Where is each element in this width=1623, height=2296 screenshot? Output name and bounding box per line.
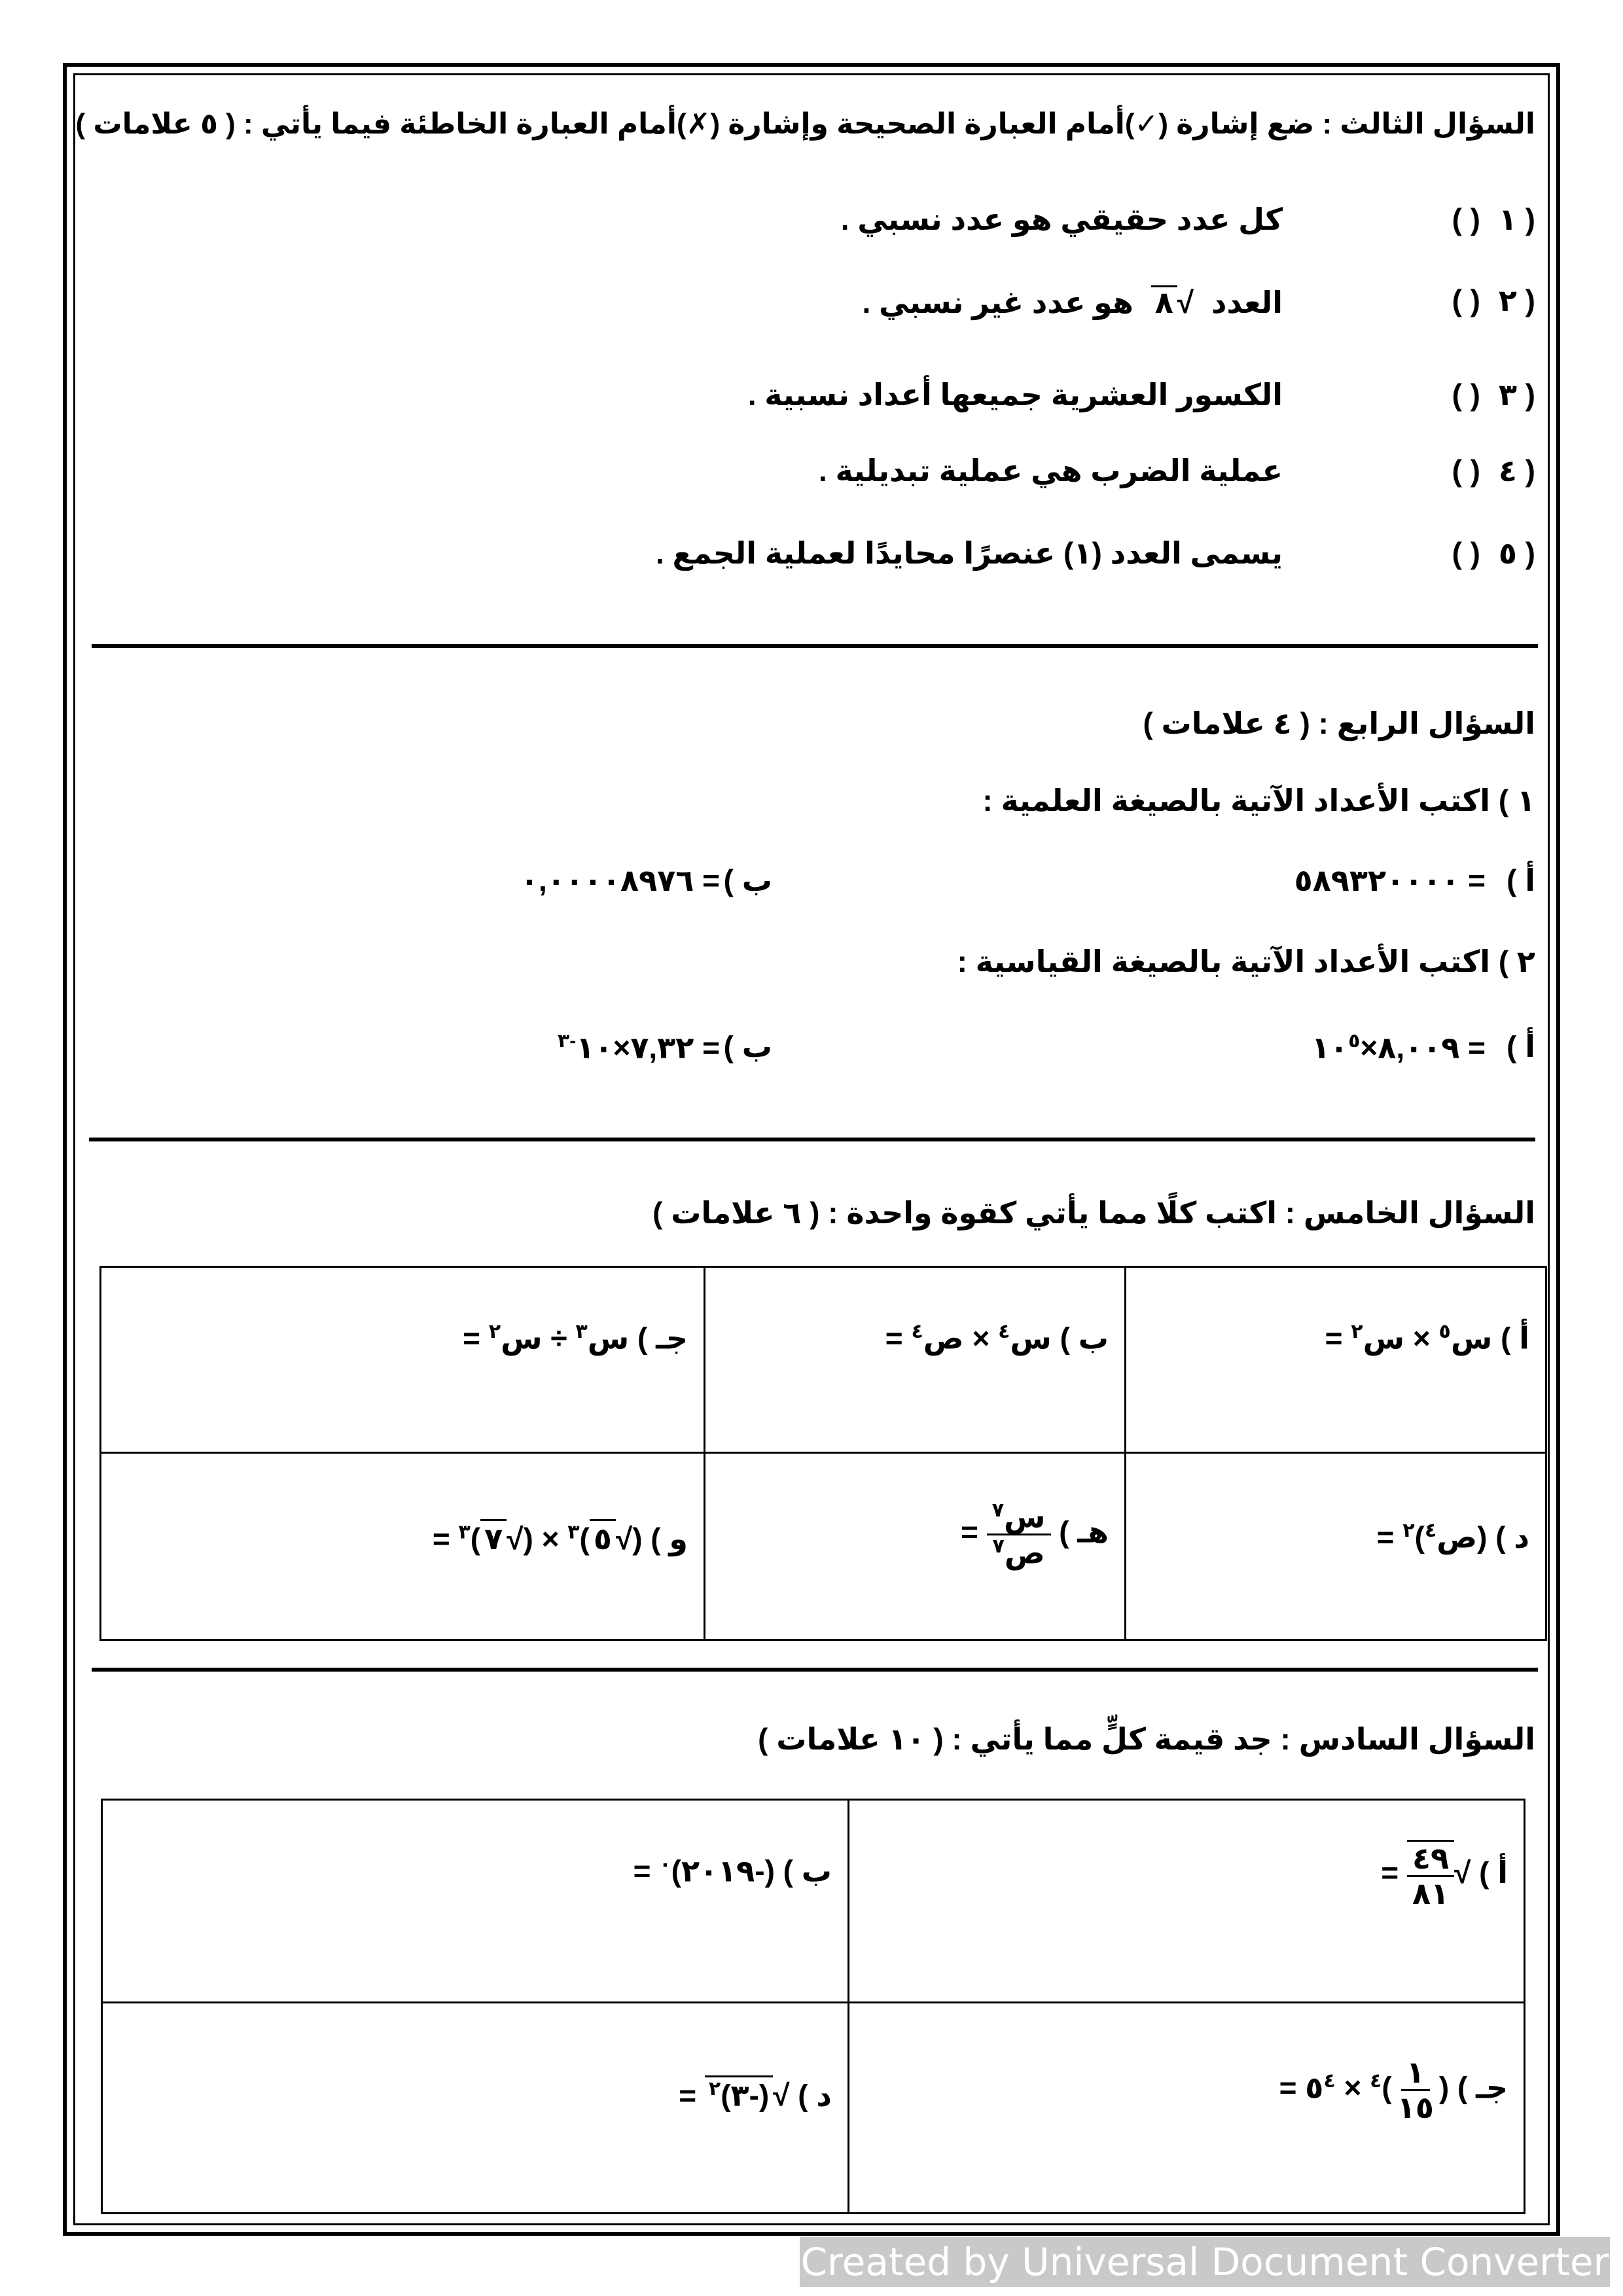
q3-item-number: ٣ )	[1498, 378, 1535, 412]
q3-item-number: ٥ )	[1498, 536, 1535, 570]
base: (-٣)	[721, 2078, 770, 2113]
q6-label: د )	[798, 2078, 832, 2113]
sqrt-radical: √٥	[590, 1522, 632, 1556]
q3-statement: يسمى العدد (١) عنصرًا محايدًا لعملية الجمع .	[655, 536, 1283, 570]
operator: ×	[1344, 2070, 1362, 2105]
q6-cell-c[interactable]: جـ ) ( $\frac{١}{١٥}$ )$^٤ \times ٥^٤$ =	[849, 2003, 1525, 2214]
operator: ÷	[550, 1321, 567, 1355]
watermark-banner: Created by Universal Document Converter	[800, 2237, 1610, 2287]
exponent: ٠	[659, 1854, 671, 1875]
q4-p1b-number: ٠,٠٠٠٠٨٩٧٦ =	[520, 863, 720, 897]
base: س	[1004, 1499, 1046, 1534]
exponent: -٣	[557, 1030, 577, 1052]
exponent: ٢	[488, 1321, 501, 1342]
equals-sign: =	[1381, 1855, 1399, 1890]
denominator: ٨١	[1412, 1876, 1450, 1910]
numerator: ١	[1401, 2056, 1430, 2091]
q3-statement: عملية الضرب هي عملية تبديلية .	[818, 454, 1283, 488]
q3-answer-blank[interactable]: ( )	[1452, 378, 1480, 412]
operator: ×	[541, 1522, 560, 1556]
q4-part2-instruction: ٢ ) اكتب الأعداد الآتية بالصيغة القياسية :	[957, 944, 1535, 978]
operator: ×	[972, 1321, 990, 1355]
base: ص	[923, 1321, 964, 1355]
q3-statement	[862, 285, 1283, 317]
q3-answer-blank[interactable]: ( )	[1452, 283, 1480, 317]
equals-sign: =	[1325, 1321, 1343, 1355]
base: س	[1010, 1321, 1052, 1355]
q6-label: جـ )	[1457, 2070, 1508, 2105]
q3-answer-blank[interactable]: ( )	[1452, 454, 1480, 488]
numerator	[987, 1499, 1051, 1535]
exponent: ٤	[1323, 2070, 1336, 2092]
denominator: ١٥	[1397, 2090, 1434, 2125]
q3-statement: الكسور العشرية جميعها أعداد نسبية .	[747, 378, 1283, 412]
equals-sign: =	[432, 1522, 450, 1556]
q5-cell-b[interactable]	[705, 1267, 1126, 1453]
exponent: ٤	[998, 1321, 1010, 1342]
base: س	[501, 1321, 543, 1355]
equals-sign: =	[1468, 1030, 1486, 1065]
radicand: ٧	[480, 1519, 507, 1556]
exponent: ٤	[1370, 2070, 1382, 2092]
numerator: ٤٩	[1407, 1842, 1454, 1877]
exponent: ٧	[992, 1535, 1005, 1557]
equals-sign: =	[1376, 1520, 1395, 1554]
q5-label: و )	[651, 1522, 688, 1556]
q6-label: أ )	[1479, 1855, 1508, 1890]
base: ص	[1004, 1535, 1045, 1570]
expression-base: ٨,٠٠٩×١٠	[1311, 1030, 1460, 1065]
q5-cell-e[interactable]	[705, 1453, 1126, 1640]
q3-item-number: ٢ )	[1498, 283, 1535, 317]
q5-cell-f[interactable]: و ) (√٥)$^٣$ × (√٧)$^٣$ =	[101, 1453, 705, 1640]
q5-label: ب )	[1060, 1321, 1109, 1355]
base: س	[1363, 1321, 1405, 1355]
q3-item-number: ١ )	[1498, 202, 1535, 236]
fraction	[987, 1499, 1051, 1570]
denominator	[988, 1535, 1050, 1570]
q5-cell-d[interactable]: د ) (ص$^٤$)$^٢$ =	[1126, 1453, 1546, 1640]
operator: ×	[1412, 1321, 1431, 1355]
sqrt-radical: √٧	[480, 1522, 523, 1556]
base: س	[1450, 1321, 1493, 1355]
base: ٥	[1305, 2070, 1324, 2105]
radicand	[705, 2075, 773, 2113]
exponent: ٢	[1351, 1321, 1363, 1342]
q6-label: ب )	[783, 1854, 832, 1888]
equals-sign: =	[633, 1854, 651, 1888]
q4-title: السؤال الرابع : ( ٤ علامات )	[1143, 706, 1535, 740]
base: س	[587, 1321, 630, 1355]
q4-p1a-label: أ )	[1507, 863, 1535, 897]
exponent: ٥	[1438, 1321, 1451, 1342]
exponent: ٢	[708, 2078, 721, 2100]
q5-label: جـ )	[637, 1321, 688, 1355]
q4-p2b-label: ب )	[723, 1030, 772, 1064]
q3-item-number: ٤ )	[1498, 454, 1535, 488]
equals-sign: =	[961, 1515, 978, 1549]
section-divider	[89, 1138, 1535, 1141]
exponent: ٤	[1424, 1520, 1437, 1541]
equals-sign: =	[679, 2078, 697, 2113]
radicand: ٥	[590, 1519, 616, 1556]
q6-cell-b[interactable]	[102, 1800, 849, 2003]
expression-base: ٧,٣٢×١٠	[576, 1030, 694, 1065]
sqrt-radical: √ $\frac{٤٩}{٨١}$	[1407, 1856, 1471, 1890]
fraction	[1407, 1840, 1454, 1910]
q3-statement-part: العدد	[1211, 285, 1283, 319]
q5-cell-c[interactable]	[101, 1267, 705, 1453]
q3-statement: كل عدد حقيقي هو عدد نسبي .	[840, 202, 1283, 236]
section-divider	[92, 644, 1538, 648]
q3-statement-part: هو عدد غير نسبي .	[862, 285, 1133, 319]
q6-table	[101, 1799, 1525, 2214]
exponent: ٣	[458, 1521, 471, 1543]
sqrt-radical: √٨	[1151, 285, 1194, 319]
q6-cell-a[interactable]	[849, 1800, 1525, 2003]
q4-part1-instruction: ١ ) اكتب الأعداد الآتية بالصيغة العلمية :	[982, 783, 1535, 817]
q4-p2a-label: أ )	[1507, 1030, 1535, 1064]
fraction	[1392, 2056, 1439, 2124]
q3-title: السؤال الثالث : ضع إشارة (✓)أمام العبارة الصحيحة وإشارة (✗)أمام العبارة الخاطئة فيما يأتي : ( ٥ علامات )	[75, 108, 1535, 140]
q4-p2a-expression	[1311, 1030, 1486, 1065]
radicand: ٨	[1151, 285, 1177, 317]
q3-answer-blank[interactable]: ( )	[1452, 536, 1480, 570]
exponent: ٤	[911, 1321, 923, 1342]
equals-sign: =	[1279, 2070, 1297, 2105]
q5-label: هـ )	[1059, 1515, 1109, 1549]
q5-label: د )	[1495, 1520, 1529, 1554]
exponent: ٣	[567, 1521, 580, 1543]
q6-cell-d[interactable]	[102, 2003, 849, 2214]
exponent: ٣	[575, 1321, 588, 1342]
equals-sign: =	[885, 1321, 903, 1355]
section-divider	[92, 1668, 1538, 1672]
q3-answer-blank[interactable]: ( )	[1452, 202, 1480, 236]
q5-title: السؤال الخامس : اكتب كلًا مما يأتي كقوة واحدة : ( ٦ علامات )	[652, 1196, 1535, 1230]
equals-sign: =	[702, 1030, 720, 1065]
sqrt-radical: √(-٣)$^٢$	[705, 2078, 790, 2112]
exponent: ٥	[1348, 1030, 1361, 1052]
q5-cell-a[interactable]	[1126, 1267, 1546, 1453]
base: (-٢٠١٩)	[671, 1854, 775, 1888]
exponent: ٧	[991, 1499, 1005, 1521]
q5-table	[99, 1266, 1547, 1641]
q4-p2b-expression	[557, 1030, 720, 1065]
q4-p1a-number: ٥٨٩٣٢٠٠٠٠ =	[1294, 863, 1486, 897]
base: ص	[1436, 1520, 1478, 1554]
exponent: ٢	[1402, 1520, 1415, 1541]
q4-p1b-label: ب )	[723, 863, 772, 897]
q5-label: أ )	[1501, 1321, 1529, 1355]
equals-sign: =	[463, 1321, 481, 1355]
q6-title: السؤال السادس : جد قيمة كلٍّ مما يأتي : ( ١٠ علامات )	[758, 1722, 1535, 1756]
